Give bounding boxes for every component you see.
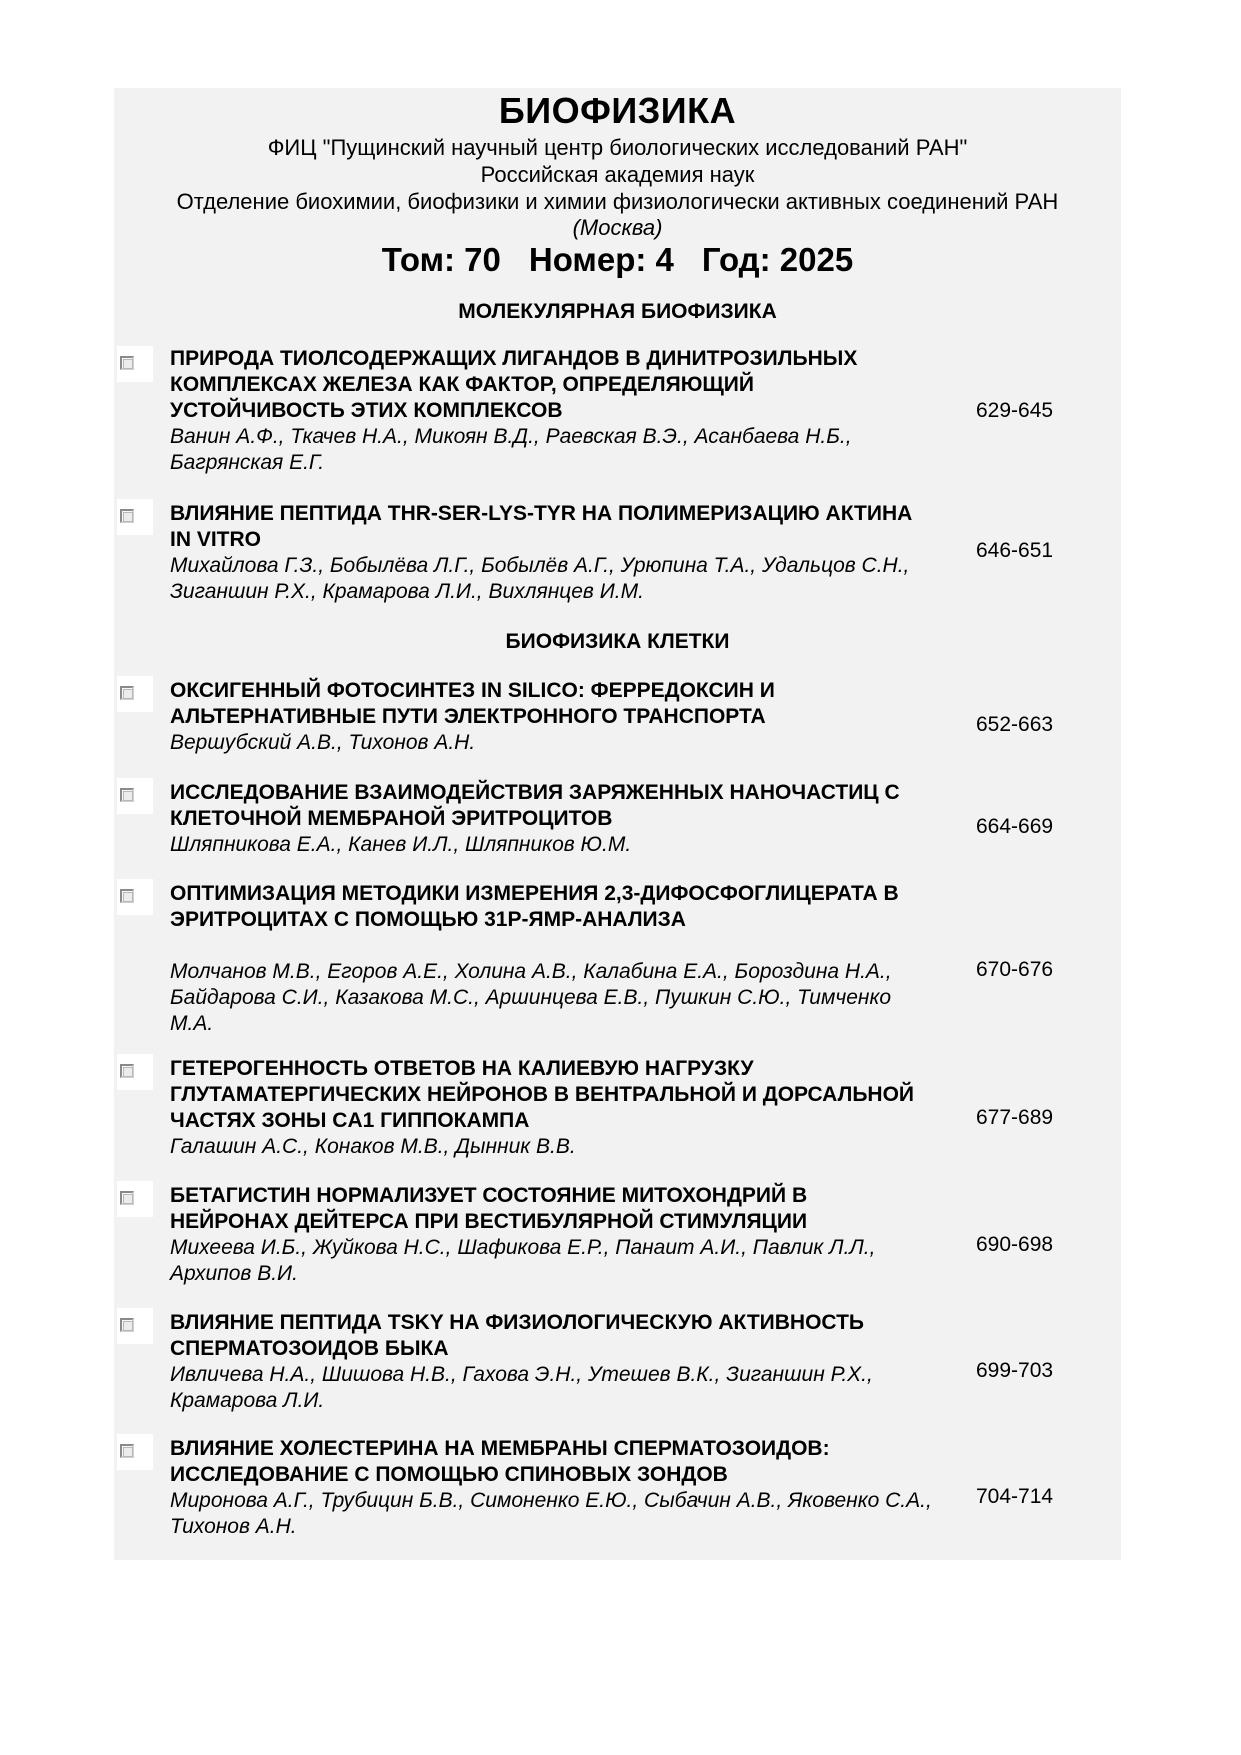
article-title-link[interactable]: ОКСИГЕННЫЙ ФОТОСИНТЕЗ IN SILICO: ФЕРРЕДОКСИН И АЛЬТЕРНАТИВНЫЕ ПУТИ ЭЛЕКТРОННОГО ТРАНСПОРТА <box>170 679 775 728</box>
article-authors: Вершубский А.В., Тихонов А.Н. <box>170 731 476 754</box>
issue-year: Год: 2025 <box>701 241 854 278</box>
issue-info <box>114 241 1121 279</box>
article-authors: Ивличева Н.А., Шишова Н.В., Гахова Э.Н., Утешев В.К., Зиганшин Р.Х., Крамарова Л.И. <box>170 1363 873 1412</box>
article-authors: Миронова А.Г., Трубицин Б.В., Симоненко Е.Ю., Сыбачин А.В., Яковенко С.А., Тихонов А.Н. <box>170 1489 932 1538</box>
section-title: БИОФИЗИКА КЛЕТКИ <box>505 630 730 653</box>
article-select-checkbox[interactable] <box>120 1318 134 1332</box>
issue-number: Номер: 4 <box>528 241 674 278</box>
article-title-link[interactable]: ВЛИЯНИЕ ПЕПТИДА THR-SER-LYS-TYR НА ПОЛИМЕРИЗАЦИЮ АКТИНА IN VITRO <box>170 502 913 551</box>
article-authors: Ванин А.Ф., Ткачев Н.А., Микоян В.Д., Раевская В.Э., Асанбаева Н.Б., Багрянская Е.Г. <box>170 425 852 474</box>
article-select-checkbox[interactable] <box>120 686 134 700</box>
article-select-checkbox[interactable] <box>120 1444 134 1458</box>
article-select-checkbox[interactable] <box>120 1064 134 1078</box>
article-authors: Михеева И.Б., Жуйкова Н.С., Шафикова Е.Р., Панаит А.И., Павлик Л.Л., Архипов В.И. <box>170 1236 876 1285</box>
article-title-link[interactable]: ВЛИЯНИЕ ХОЛЕСТЕРИНА НА МЕМБРАНЫ СПЕРМАТОЗОИДОВ: ИССЛЕДОВАНИЕ С ПОМОЩЬЮ СПИНОВЫХ ЗОНДОВ <box>170 1437 830 1486</box>
article-pages: 704-714 <box>976 1485 1054 1508</box>
article-select-checkbox[interactable] <box>120 356 134 370</box>
city: (Москва) <box>572 215 663 240</box>
journal-title: БИОФИЗИКА <box>498 90 737 131</box>
article-pages: 664-669 <box>976 815 1054 838</box>
article-pages: 652-663 <box>976 713 1054 736</box>
academy-name: Российская академия наук <box>480 162 755 187</box>
article-pages: 670-676 <box>976 958 1054 981</box>
article-title-link[interactable]: БЕТАГИСТИН НОРМАЛИЗУЕТ СОСТОЯНИЕ МИТОХОНДРИЙ В НЕЙРОНАХ ДЕЙТЕРСА ПРИ ВЕСТИБУЛЯРНОЙ СТИМУЛЯЦИИ <box>170 1184 808 1233</box>
article-pages: 690-698 <box>976 1233 1054 1256</box>
article-title-link[interactable]: ПРИРОДА ТИОЛСОДЕРЖАЩИХ ЛИГАНДОВ В ДИНИТРОЗИЛЬНЫХ КОМПЛЕКСАХ ЖЕЛЕЗА КАК ФАКТОР, ОПРЕДЕЛЯЮЩИЙ УСТОЙЧИВОСТЬ ЭТИХ КОМПЛЕКСОВ <box>170 347 858 422</box>
article-authors: Шляпникова Е.А., Канев И.Л., Шляпников Ю.М. <box>170 833 632 856</box>
issue-contents-panel <box>114 88 1121 1560</box>
article-authors: Молчанов М.В., Егоров А.Е., Холина А.В., Калабина Е.А., Бороздина Н.А., Байдарова С.И., Казакова М.С., Аршинцева Е.В., Пушкин С.Ю., Тимченко М.А. <box>170 960 892 1035</box>
article-title-link[interactable]: ВЛИЯНИЕ ПЕПТИДА TSKY НА ФИЗИОЛОГИЧЕСКУЮ АКТИВНОСТЬ СПЕРМАТОЗОИДОВ БЫКА <box>170 1311 864 1360</box>
article-select-checkbox[interactable] <box>120 788 134 802</box>
article-pages: 699-703 <box>976 1359 1054 1382</box>
department-name: Отделение биохимии, биофизики и химии физиологически активных соединений РАН <box>176 189 1059 214</box>
article-pages: 646-651 <box>976 539 1054 562</box>
article-authors: Галашин А.С., Конаков М.В., Дынник В.В. <box>170 1135 576 1158</box>
issue-volume: Том: 70 <box>381 241 501 278</box>
article-pages: 677-689 <box>976 1106 1054 1129</box>
article-pages: 629-645 <box>976 399 1054 422</box>
publisher-name: ФИЦ "Пущинский научный центр биологических исследований РАН" <box>267 135 968 160</box>
article-title-link[interactable]: ГЕТЕРОГЕННОСТЬ ОТВЕТОВ НА КАЛИЕВУЮ НАГРУЗКУ ГЛУТАМАТЕРГИЧЕСКИХ НЕЙРОНОВ В ВЕНТРАЛЬНОЙ И ДОРСАЛЬНОЙ ЧАСТЯХ ЗОНЫ CA1 ГИППОКАМПА <box>170 1057 915 1132</box>
article-select-checkbox[interactable] <box>120 509 134 523</box>
article-title-link[interactable]: ОПТИМИЗАЦИЯ МЕТОДИКИ ИЗМЕРЕНИЯ 2,3-ДИФОСФОГЛИЦЕРАТА В ЭРИТРОЦИТАХ С ПОМОЩЬЮ 31P-ЯМР-АНАЛИЗА <box>170 882 899 931</box>
article-title-link[interactable]: ИССЛЕДОВАНИЕ ВЗАИМОДЕЙСТВИЯ ЗАРЯЖЕННЫХ НАНОЧАСТИЦ С КЛЕТОЧНОЙ МЕМБРАНОЙ ЭРИТРОЦИТОВ <box>170 781 900 830</box>
article-authors: Михайлова Г.З., Бобылёва Л.Г., Бобылёв А.Г., Урюпина Т.А., Удальцов С.Н., Зиганшин Р.Х., Крамарова Л.И., Вихлянцев И.М. <box>170 554 910 603</box>
section-title: МОЛЕКУЛЯРНАЯ БИОФИЗИКА <box>458 300 777 323</box>
article-select-checkbox[interactable] <box>120 1191 134 1205</box>
article-select-checkbox[interactable] <box>120 889 134 903</box>
